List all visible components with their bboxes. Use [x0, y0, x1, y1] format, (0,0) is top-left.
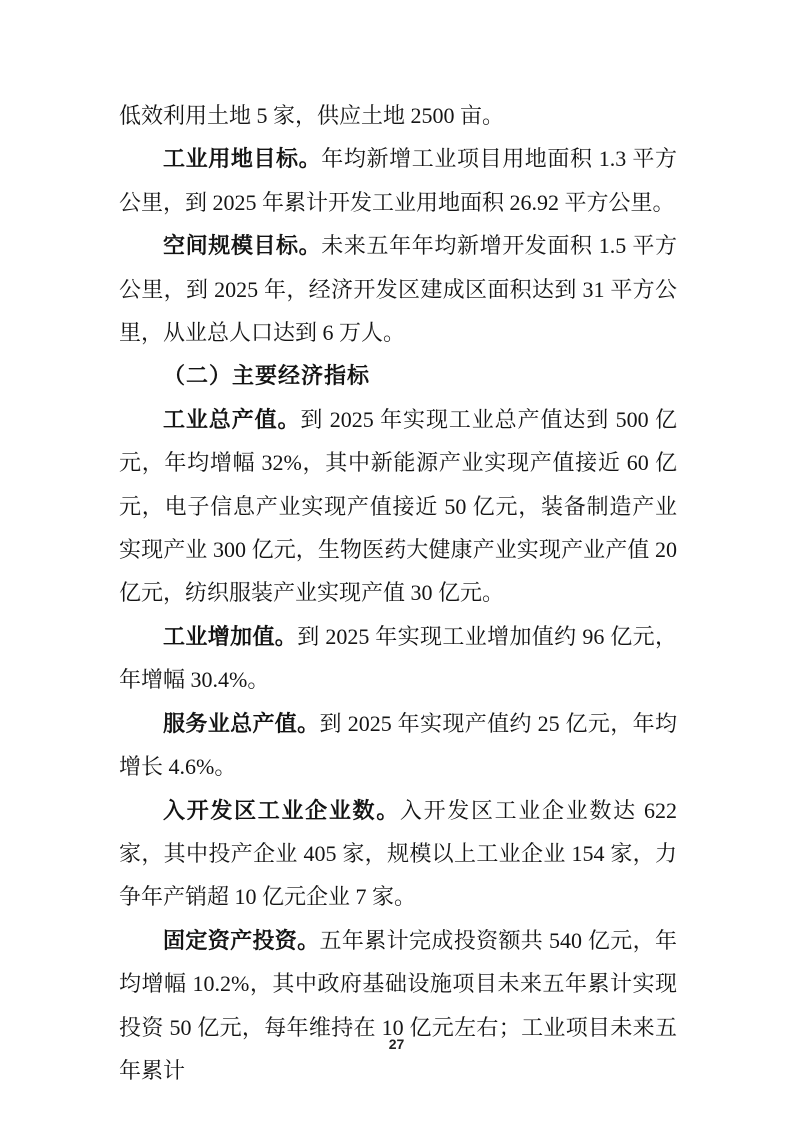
paragraph	[119, 137, 677, 224]
paragraph	[119, 702, 677, 789]
paragraph	[119, 789, 677, 919]
paragraph-text: 未来五年年均新增开发面积 1.5 平方公里，到 2025 年，经济开发区建成区面积达到 31 平方公里，从业总人口达到 6 万人。	[119, 233, 677, 346]
paragraph-text: 到 2025 年实现产值约 25 亿元，年均增长 4.6%。	[119, 710, 677, 780]
paragraph-lead: （二）主要经济指标	[163, 363, 371, 389]
paragraph-lead: 工业用地目标。	[163, 146, 322, 172]
page-number: 27	[388, 1036, 405, 1052]
paragraph-text: 五年累计完成投资额共 540 亿元，年均增幅 10.2%，其中政府基础设施项目未来五年累计实现投资 50 亿元，每年维持在 10 亿元左右；工业项目未来五年累计	[119, 927, 677, 1083]
paragraph-lead: 固定资产投资。	[163, 927, 320, 953]
paragraph-lead: 入开发区工业企业数。	[163, 797, 400, 823]
paragraph-lead: 空间规模目标。	[163, 233, 322, 259]
paragraph-lead: 服务业总产值。	[163, 710, 320, 736]
paragraph-lead: 工业总产值。	[163, 406, 301, 432]
paragraph	[119, 615, 677, 702]
paragraph	[119, 919, 677, 1093]
paragraph-text: 年均新增工业项目用地面积 1.3 平方公里，到 2025 年累计开发工业用地面积 26.92 平方公里。	[119, 146, 677, 215]
paragraph-text: 低效利用土地 5 家，供应土地 2500 亩。	[119, 103, 505, 128]
paragraph-lead: 工业增加值。	[163, 623, 298, 649]
document-body	[119, 94, 677, 1092]
paragraph	[119, 398, 677, 615]
paragraph-text: 入开发区工业企业数达 622 家，其中投产企业 405 家，规模以上工业企业 154 家，力争年产销超 10 亿元企业 7 家。	[119, 797, 677, 910]
paragraph-text: 到 2025 年实现工业总产值达到 500 亿元，年均增幅 32%，其中新能源产业实现产值接近 60 亿元，电子信息产业实现产值接近 50 亿元，装备制造产业实现产业 300 亿元，生物医药大健康产业实现产业产值 20 亿元，纺织服装产业实现产值 30 亿元。	[119, 406, 677, 606]
section-heading	[119, 354, 677, 397]
paragraph	[119, 224, 677, 354]
paragraph-text: 到 2025 年实现工业增加值约 96 亿元，年增幅 30.4%。	[119, 623, 677, 693]
paragraph	[119, 94, 677, 137]
